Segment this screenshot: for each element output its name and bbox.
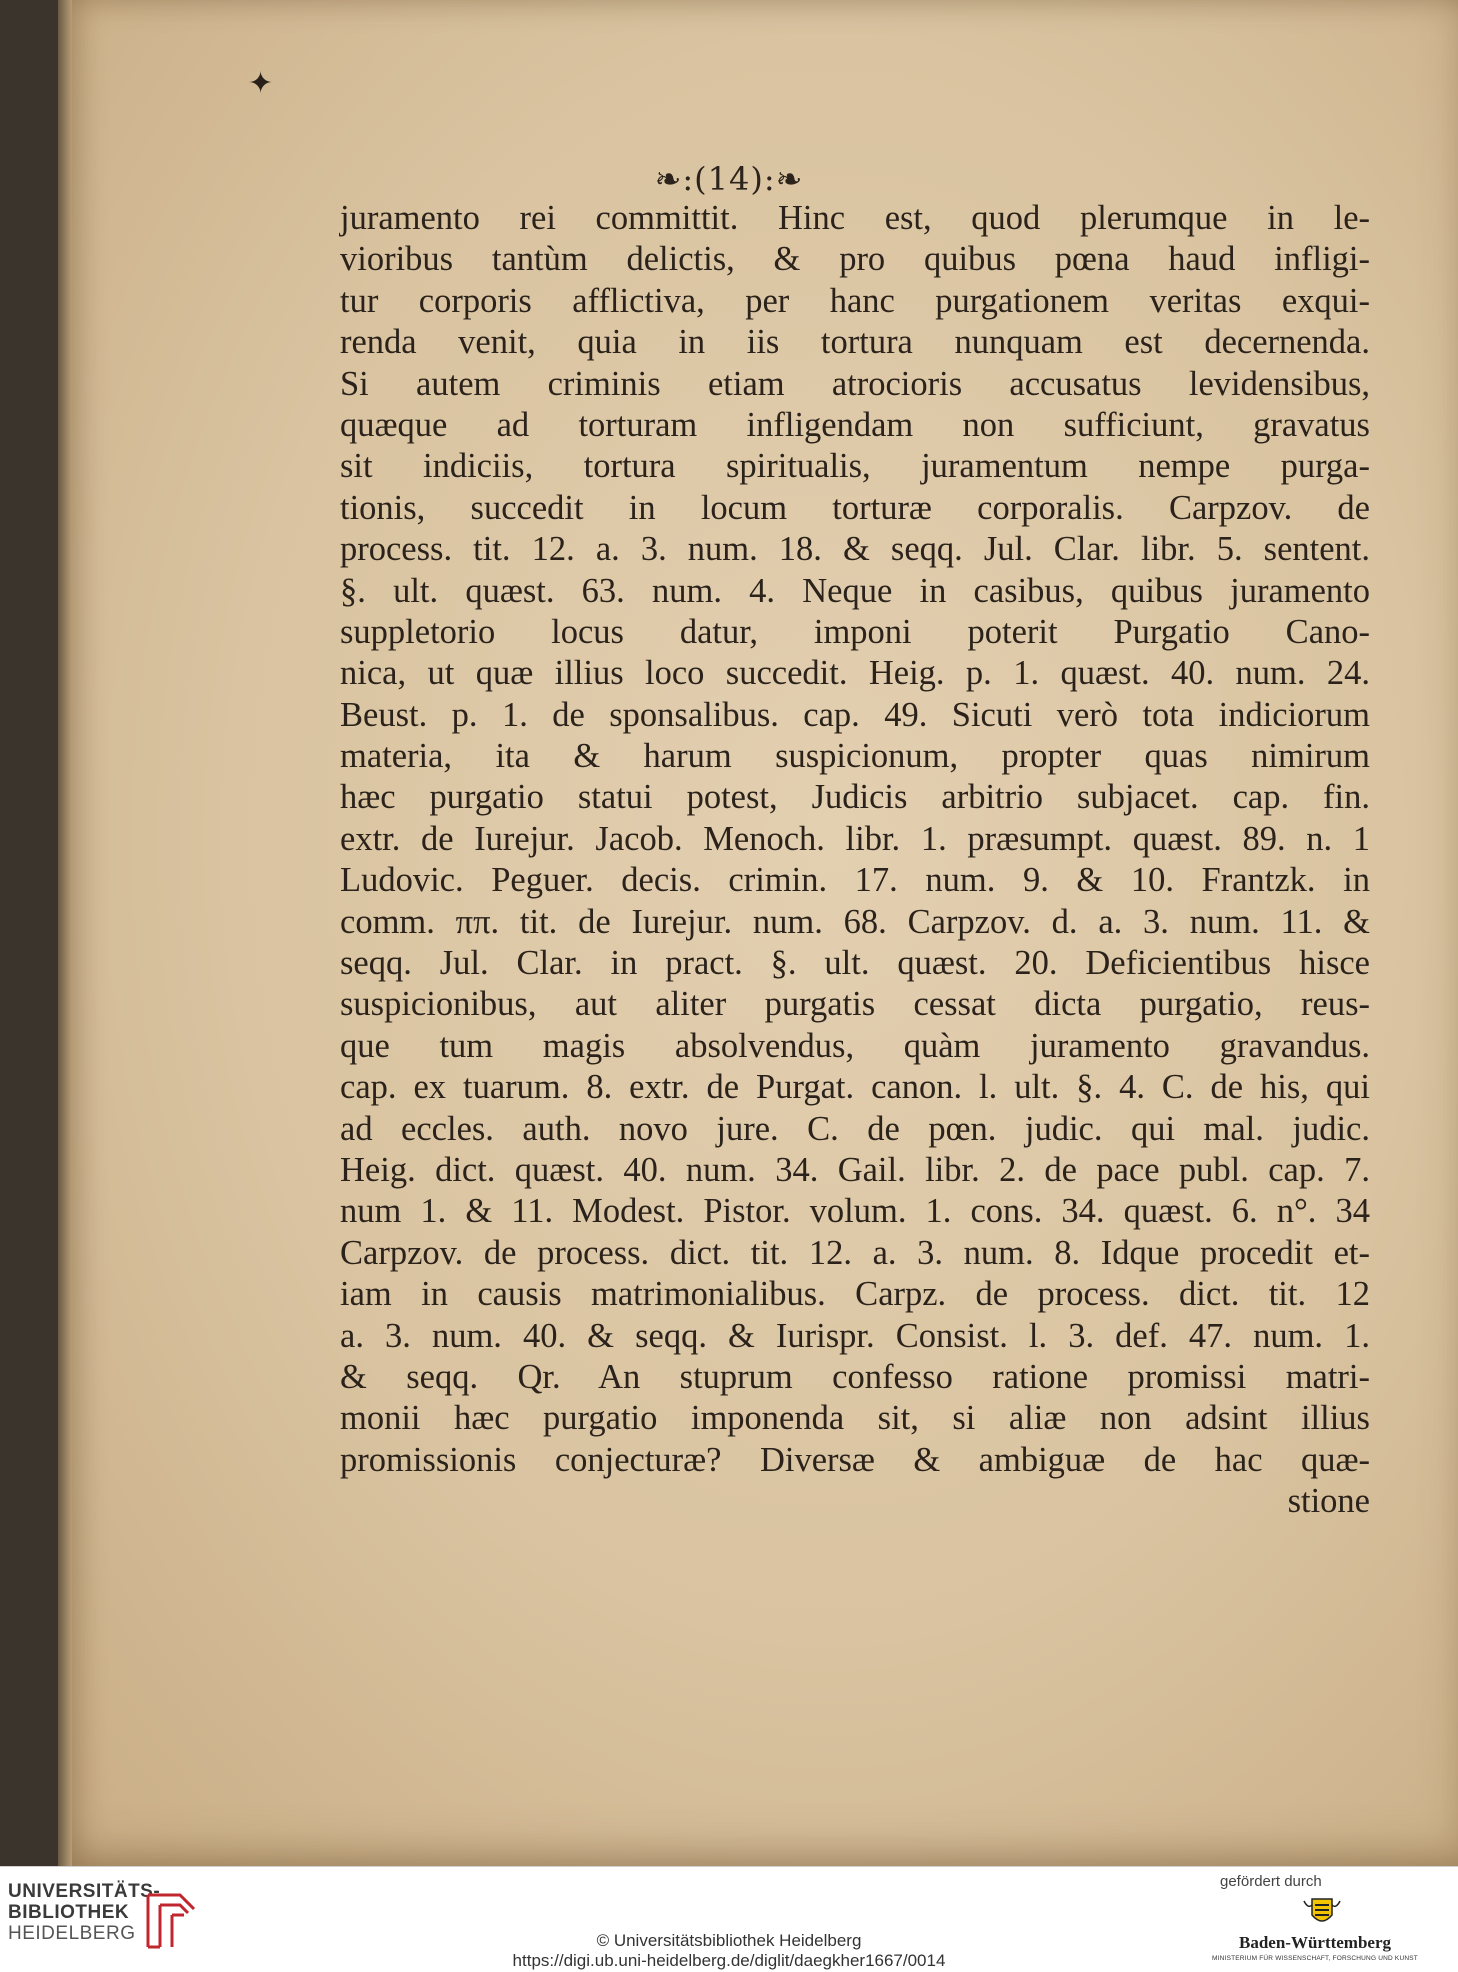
text-line: sit indiciis, tortura spiritualis, juramentum nempe purga- [340,447,1370,486]
page-number: ❧:(14):❧ [654,160,804,198]
text-line: Si autem criminis etiam atrocioris accusatus levidensibus, [340,364,1370,403]
text-line: a. 3. num. 40. & seqq. & Iurispr. Consist. l. 3. def. 47. num. 1. [340,1316,1370,1355]
page-text [340,198,1370,1523]
text-line: iam in causis matrimonialibus. Carpz. de process. dict. tit. 12 [340,1275,1370,1314]
text-line: monii hæc purgatio imponenda sit, si aliæ non adsint illius [340,1399,1370,1438]
funder-ministry: MINISTERIUM FÜR WISSENSCHAFT, FORSCHUNG UND KUNST [1212,1955,1418,1962]
text-line: nica, ut quæ illius loco succedit. Heig. p. 1. quæst. 40. num. 24. [340,654,1370,693]
permalink[interactable]: https://digi.ub.uni-heidelberg.de/diglit/daegkher1667/0014 [512,1951,946,1970]
text-line: tionis, succedit in locum torturæ corporalis. Carpzov. de [340,488,1370,527]
text-line: suspicionibus, aut aliter purgatis cessat dicta purgatio, reus- [340,985,1370,1024]
text-line: renda venit, quia in iis tortura nunquam est decernenda. [340,323,1370,362]
text-line: Beust. p. 1. de sponsalibus. cap. 49. Sicuti verò tota indiciorum [340,695,1370,734]
library-logo-line: UNIVERSITÄTS- [8,1881,161,1902]
text-line: Ludovic. Peguer. decis. crimin. 17. num. 9. & 10. Frantzk. in [340,861,1370,900]
text-line: juramento rei committit. Hinc est, quod plerumque in le- [340,199,1370,237]
library-logo-line: BIBLIOTHEK [8,1902,130,1923]
text-line: promissionis conjecturæ? Diversæ & ambiguæ de hac quæ- [340,1440,1370,1479]
crest-icon [1300,1895,1344,1929]
text-line: process. tit. 12. a. 3. num. 18. & seqq. Jul. Clar. libr. 5. sentent. [340,530,1370,569]
text-line: que tum magis absolvendus, quàm juramento gravandus. [340,1026,1370,1065]
text-line: num 1. & 11. Modest. Pistor. volum. 1. cons. 34. quæst. 6. n°. 34 [340,1192,1370,1231]
corner-mark: ✦ [248,66,274,101]
page-binding-edge [58,0,72,1866]
text-line: cap. ex tuarum. 8. extr. de Purgat. canon. l. ult. §. 4. C. de his, qui [340,1068,1370,1107]
catchword: stione [1287,1482,1370,1521]
text-line: hæc purgatio statui potest, Judicis arbitrio subjacet. cap. fin. [340,778,1370,817]
text-line: extr. de Iurejur. Jacob. Menoch. libr. 1. præsumpt. quæst. 89. n. 1 [340,819,1370,858]
text-line: Heig. dict. quæst. 40. num. 34. Gail. libr. 2. de pace publ. cap. 7. [340,1150,1370,1189]
text-line: suppletorio locus datur, imponi poterit Purgatio Cano- [340,612,1370,651]
text-line: seqq. Jul. Clar. in pract. §. ult. quæst. 20. Deficientibus hisce [340,944,1370,983]
viewer-footer [0,1866,1458,1972]
text-line: ad eccles. auth. novo jure. C. de pœn. judic. qui mal. judic. [340,1109,1370,1148]
text-line: §. ult. quæst. 63. num. 4. Neque in casibus, quibus juramento [340,571,1370,610]
text-line: comm. ππ. tit. de Iurejur. num. 68. Carpzov. d. a. 3. num. 11. & [340,902,1370,941]
text-line: materia, ita & harum suspicionum, propter quas nimirum [340,737,1370,776]
text-line: quæque ad torturam infligendam non sufficiunt, gravatus [340,405,1370,444]
text-line: & seqq. Qr. An stuprum confesso ratione promissi matri- [340,1357,1370,1396]
text-line: tur corporis afflictiva, per hanc purgationem veritas exqui- [340,281,1370,320]
funder-label: gefördert durch [1220,1873,1322,1890]
copyright-notice: © Universitätsbibliothek Heidelberg [596,1931,862,1950]
library-logo-line: HEIDELBERG [8,1923,136,1944]
text-line: vioribus tantùm delictis, & pro quibus pœna haud infligi- [340,240,1370,279]
text-line: Carpzov. de process. dict. tit. 12. a. 3. num. 8. Idque procedit et- [340,1233,1370,1272]
funder-name: Baden-Württemberg [1238,1933,1392,1952]
